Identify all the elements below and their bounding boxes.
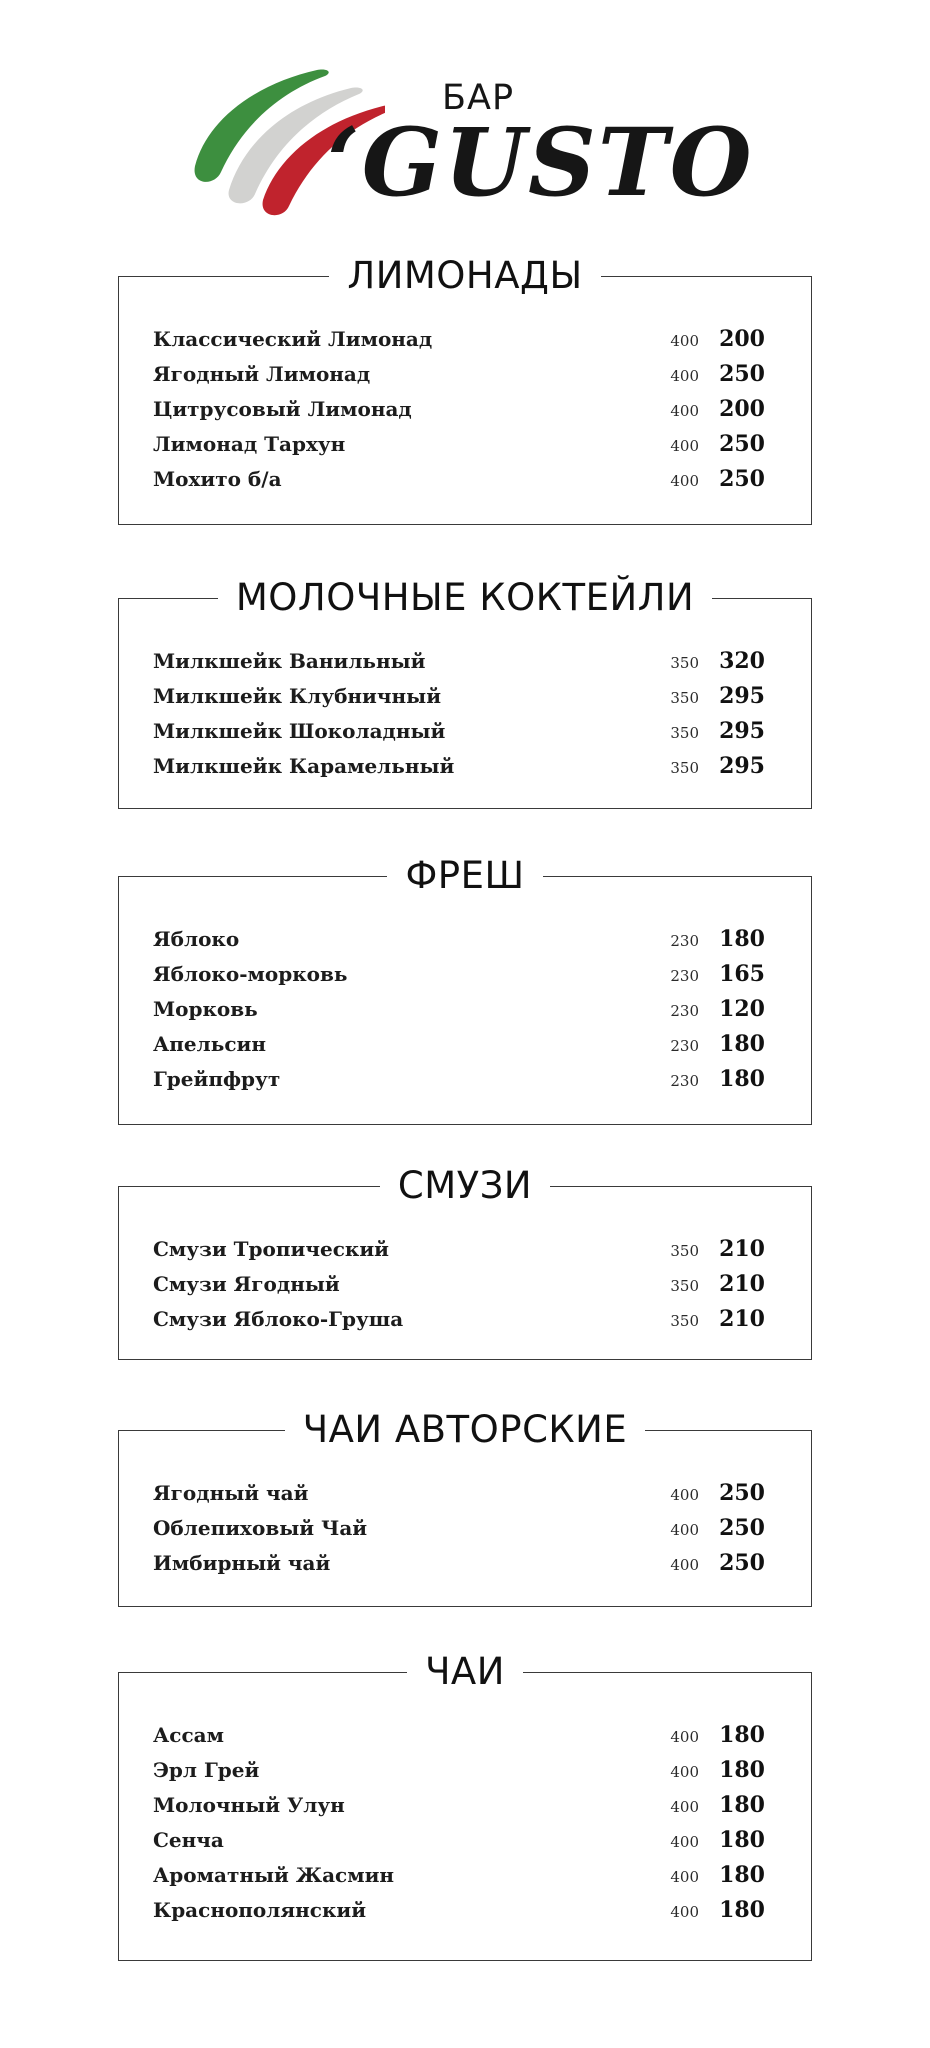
item-price: 295 xyxy=(719,752,765,779)
item-volume: 400 xyxy=(670,366,699,385)
menu-item xyxy=(153,1510,765,1545)
item-name: Милкшейк Шоколадный xyxy=(153,718,446,743)
item-price: 250 xyxy=(719,465,765,492)
item-volume: 350 xyxy=(670,1311,699,1330)
section-title: СМУЗИ xyxy=(380,1163,550,1209)
item-price: 250 xyxy=(719,1549,765,1576)
item-volume: 350 xyxy=(670,653,699,672)
menu-item xyxy=(153,748,765,783)
menu-item xyxy=(153,1545,765,1580)
brand-name: ‘GUSTO xyxy=(327,108,754,218)
menu-item xyxy=(153,1857,765,1892)
menu-item xyxy=(153,1717,765,1752)
item-name: Имбирный чай xyxy=(153,1550,331,1575)
item-volume: 400 xyxy=(670,401,699,420)
item-name: Милкшейк Ванильный xyxy=(153,648,426,673)
menu-section-lemonades xyxy=(118,254,812,525)
item-name: Классический Лимонад xyxy=(153,326,433,351)
menu-section-fresh xyxy=(118,854,812,1125)
item-price: 180 xyxy=(719,1721,765,1748)
item-name: Цитрусовый Лимонад xyxy=(153,396,412,421)
item-volume: 350 xyxy=(670,1241,699,1260)
item-volume: 400 xyxy=(670,1902,699,1921)
menu-item xyxy=(153,956,765,991)
item-name: Яблоко xyxy=(153,926,240,951)
menu-item xyxy=(153,678,765,713)
item-volume: 400 xyxy=(670,1555,699,1574)
item-price: 200 xyxy=(719,325,765,352)
item-price: 180 xyxy=(719,925,765,952)
bar-logo xyxy=(185,62,754,222)
item-name: Морковь xyxy=(153,996,258,1021)
item-volume: 230 xyxy=(670,1071,699,1090)
menu-item xyxy=(153,356,765,391)
item-volume: 400 xyxy=(670,1762,699,1781)
menu-item xyxy=(153,1822,765,1857)
item-volume: 400 xyxy=(670,1485,699,1504)
item-name: Грейпфрут xyxy=(153,1066,281,1091)
menu-item xyxy=(153,1266,765,1301)
menu-item xyxy=(153,1026,765,1061)
item-price: 180 xyxy=(719,1896,765,1923)
item-name: Ассам xyxy=(153,1722,224,1747)
menu-item xyxy=(153,391,765,426)
item-volume: 400 xyxy=(670,331,699,350)
section-title: ЛИМОНАДЫ xyxy=(329,253,600,299)
menu-item xyxy=(153,1475,765,1510)
item-price: 295 xyxy=(719,682,765,709)
menu-item xyxy=(153,713,765,748)
item-price: 210 xyxy=(719,1270,765,1297)
item-name: Апельсин xyxy=(153,1031,266,1056)
item-price: 210 xyxy=(719,1235,765,1262)
item-volume: 400 xyxy=(670,1797,699,1816)
item-name: Смузи Тропический xyxy=(153,1236,389,1261)
item-name: Сенча xyxy=(153,1827,224,1852)
menu-item xyxy=(153,921,765,956)
item-name: Лимонад Тархун xyxy=(153,431,346,456)
menu-item xyxy=(153,1787,765,1822)
item-volume: 350 xyxy=(670,758,699,777)
section-title: ФРЕШ xyxy=(387,853,542,899)
item-volume: 400 xyxy=(670,1867,699,1886)
item-volume: 230 xyxy=(670,931,699,950)
menu-item xyxy=(153,1301,765,1336)
item-name: Милкшейк Карамельный xyxy=(153,753,455,778)
item-name: Молочный Улун xyxy=(153,1792,345,1817)
item-price: 120 xyxy=(719,995,765,1022)
menu-item xyxy=(153,321,765,356)
item-price: 180 xyxy=(719,1030,765,1057)
item-volume: 400 xyxy=(670,1727,699,1746)
item-price: 250 xyxy=(719,430,765,457)
item-name: Ароматный Жасмин xyxy=(153,1862,395,1887)
item-name: Эрл Грей xyxy=(153,1757,260,1782)
item-price: 180 xyxy=(719,1826,765,1853)
item-price: 250 xyxy=(719,1479,765,1506)
menu-item xyxy=(153,991,765,1026)
item-volume: 230 xyxy=(670,1001,699,1020)
menu-item xyxy=(153,1752,765,1787)
item-name: Ягодный Лимонад xyxy=(153,361,371,386)
menu-section-milkshakes xyxy=(118,576,812,809)
section-title: МОЛОЧНЫЕ КОКТЕЙЛИ xyxy=(218,575,712,621)
item-name: Смузи Яблоко-Груша xyxy=(153,1306,404,1331)
item-volume: 230 xyxy=(670,1036,699,1055)
item-name: Милкшейк Клубничный xyxy=(153,683,442,708)
item-volume: 350 xyxy=(670,723,699,742)
item-price: 165 xyxy=(719,960,765,987)
section-title: ЧАИ xyxy=(407,1649,523,1695)
item-price: 200 xyxy=(719,395,765,422)
item-volume: 350 xyxy=(670,1276,699,1295)
item-name: Краснополянский xyxy=(153,1897,367,1922)
item-name: Яблоко-морковь xyxy=(153,961,348,986)
item-name: Мохито б/а xyxy=(153,466,282,491)
menu-item xyxy=(153,426,765,461)
item-volume: 230 xyxy=(670,966,699,985)
item-name: Смузи Ягодный xyxy=(153,1271,340,1296)
menu-item xyxy=(153,1231,765,1266)
item-volume: 350 xyxy=(670,688,699,707)
item-price: 320 xyxy=(719,647,765,674)
item-price: 250 xyxy=(719,1514,765,1541)
item-volume: 400 xyxy=(670,1520,699,1539)
item-volume: 400 xyxy=(670,1832,699,1851)
item-name: Облепиховый Чай xyxy=(153,1515,368,1540)
item-volume: 400 xyxy=(670,436,699,455)
item-price: 295 xyxy=(719,717,765,744)
menu-section-signature-teas xyxy=(118,1408,812,1607)
menu-item xyxy=(153,1061,765,1096)
item-volume: 400 xyxy=(670,471,699,490)
item-price: 210 xyxy=(719,1305,765,1332)
item-price: 250 xyxy=(719,360,765,387)
menu-item xyxy=(153,1892,765,1927)
section-title: ЧАИ АВТОРСКИЕ xyxy=(285,1407,646,1453)
item-price: 180 xyxy=(719,1756,765,1783)
item-price: 180 xyxy=(719,1791,765,1818)
bar-label: БАР xyxy=(442,78,515,118)
item-name: Ягодный чай xyxy=(153,1480,309,1505)
menu-section-smoothies xyxy=(118,1164,812,1360)
menu-item xyxy=(153,643,765,678)
item-price: 180 xyxy=(719,1861,765,1888)
item-price: 180 xyxy=(719,1065,765,1092)
menu-item xyxy=(153,461,765,496)
menu-section-teas xyxy=(118,1650,812,1961)
